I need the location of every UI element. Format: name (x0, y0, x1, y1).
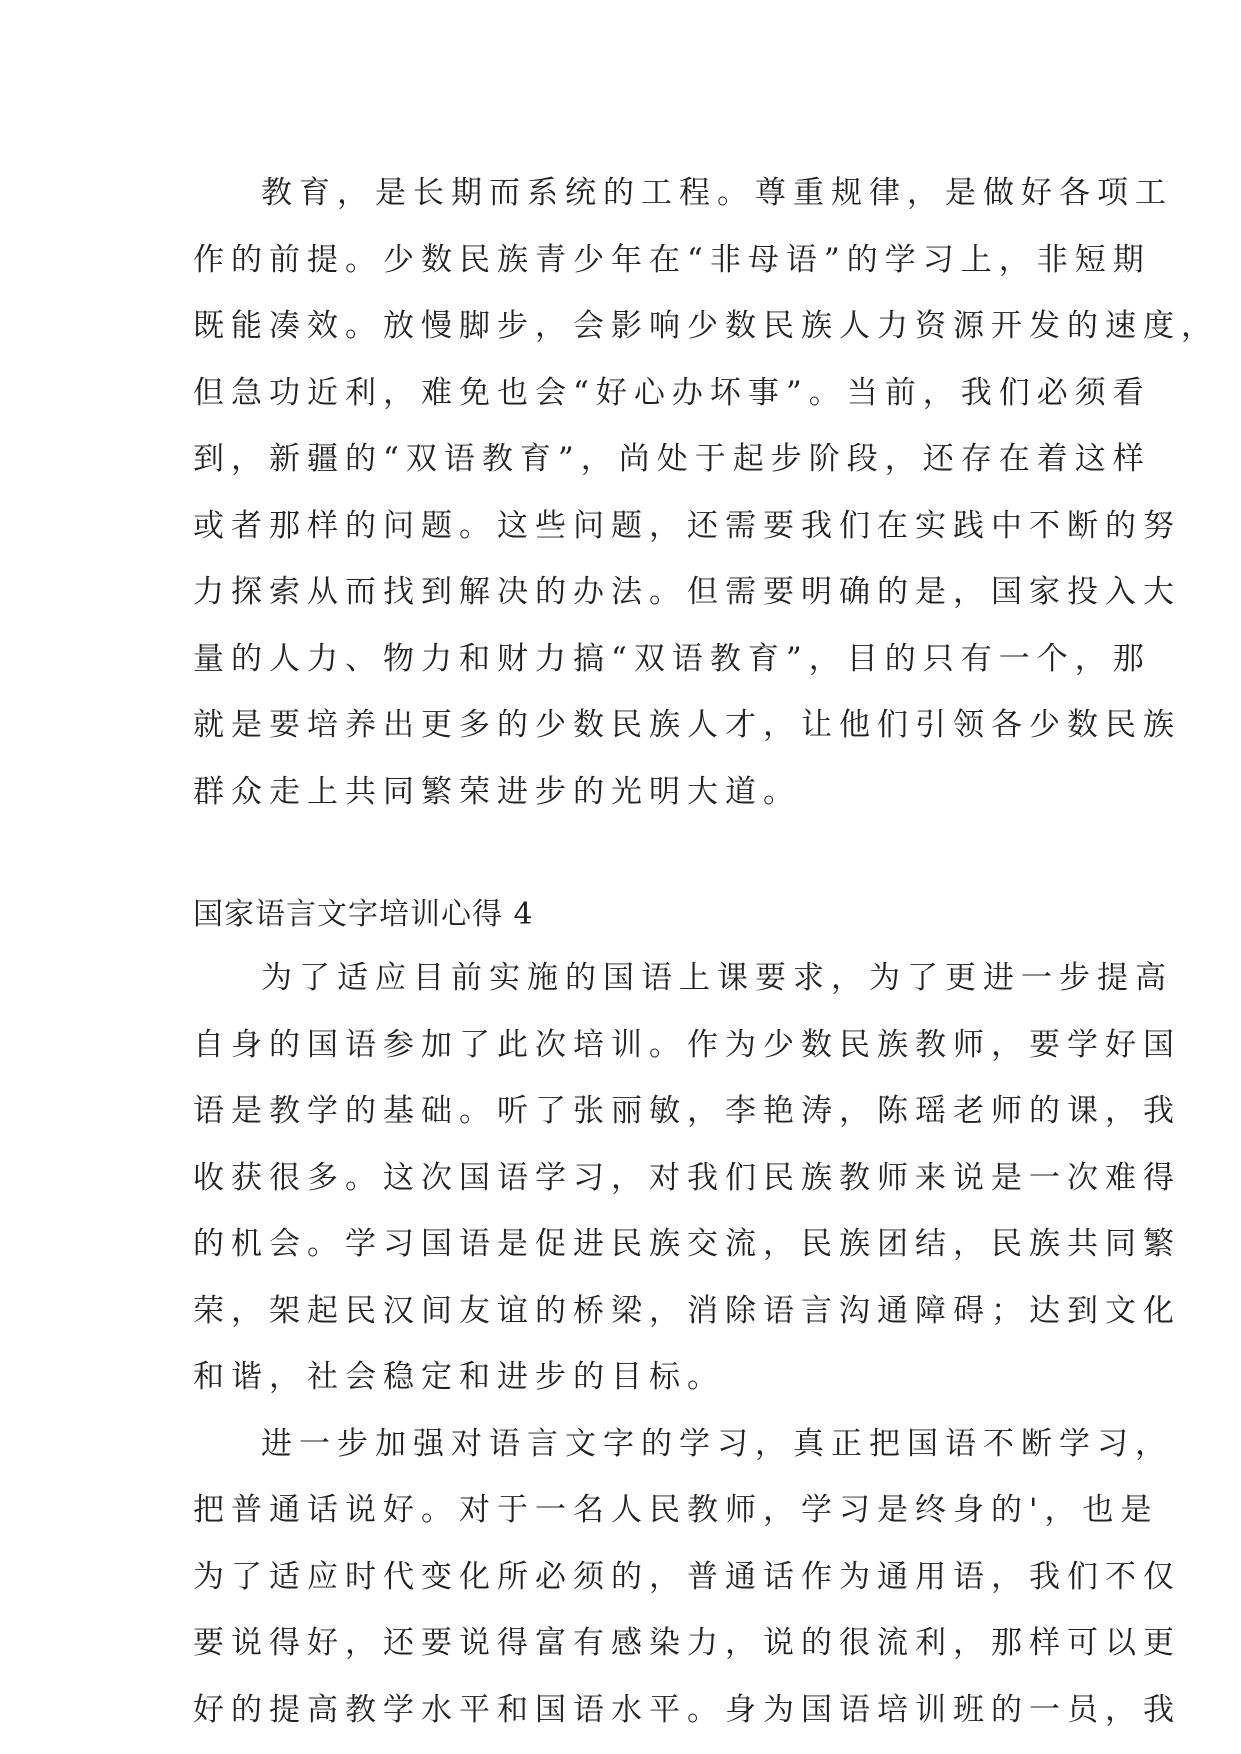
paragraph-line: 进一步加强对语言文字的学习，真正把国语不断学习， (261, 1425, 1173, 1462)
paragraph-line: 要说得好，还要说得富有感染力，说的很流利，那样可以更 (193, 1625, 1181, 1661)
paragraph-3 (193, 1411, 1181, 1744)
paragraph-line: 既能凑效。放慢脚步，会影响少数民族人力资源开发的速度， (193, 308, 1219, 344)
paragraph-line: 力探索从而找到解决的办法。但需要明确的是，国家投入大 (193, 574, 1181, 610)
section-spacer (193, 825, 1049, 885)
paragraph-line: 群众走上共同繁荣进步的光明大道。 (193, 773, 801, 810)
paragraph-line: 到，新疆的“双语教育”，尚处于起步阶段，还存在着这样 (193, 441, 1151, 477)
paragraph-line: 就是要培养出更多的少数民族人才，让他们引领各少数民族 (193, 707, 1181, 743)
paragraph-line: 语是教学的基础。听了张丽敏，李艳涛，陈瑶老师的课，我 (193, 1093, 1181, 1129)
paragraph-line: 荣，架起民汉间友谊的桥梁，消除语言沟通障碍；达到文化 (193, 1292, 1181, 1329)
paragraph-line: 作的前提。少数民族青少年在“非母语”的学习上，非短期 (193, 241, 1151, 278)
paragraph-line: 为了适应目前实施的国语上课要求，为了更进一步提高 (261, 960, 1173, 996)
paragraph-line: 或者那样的问题。这些问题，还需要我们在实践中不断的努 (193, 507, 1181, 544)
paragraph-line: 量的人力、物力和财力搞“双语教育”，目的只有一个，那 (193, 640, 1151, 677)
paragraph-1 (193, 160, 1219, 825)
paragraph-line: 和谐，社会稳定和进步的目标。 (193, 1359, 725, 1395)
document-page (193, 160, 1219, 1743)
paragraph-line: 收获很多。这次国语学习，对我们民族教师来说是一次难得 (193, 1159, 1181, 1196)
paragraph-line: 自身的国语参加了此次培训。作为少数民族教师，要学好国 (193, 1026, 1181, 1063)
paragraph-2 (193, 945, 1181, 1411)
paragraph-line: 为了适应时代变化所必须的，普通话作为通用语，我们不仅 (193, 1558, 1181, 1595)
paragraph-line: 但急功近利，难免也会“好心办坏事”。当前，我们必须看 (193, 374, 1151, 411)
section-heading: 国家语言文字培训心得 4 (193, 897, 534, 932)
paragraph-line: 教育，是长期而系统的工程。尊重规律，是做好各项工 (261, 175, 1173, 211)
paragraph-line: 好的提高教学水平和国语水平。身为国语培训班的一员，我 (193, 1691, 1181, 1728)
paragraph-line: 把普通话说好。对于一名人民教师，学习是终身的'，也是 (193, 1492, 1159, 1528)
paragraph-line: 的机会。学习国语是促进民族交流，民族团结，民族共同繁 (193, 1226, 1181, 1262)
